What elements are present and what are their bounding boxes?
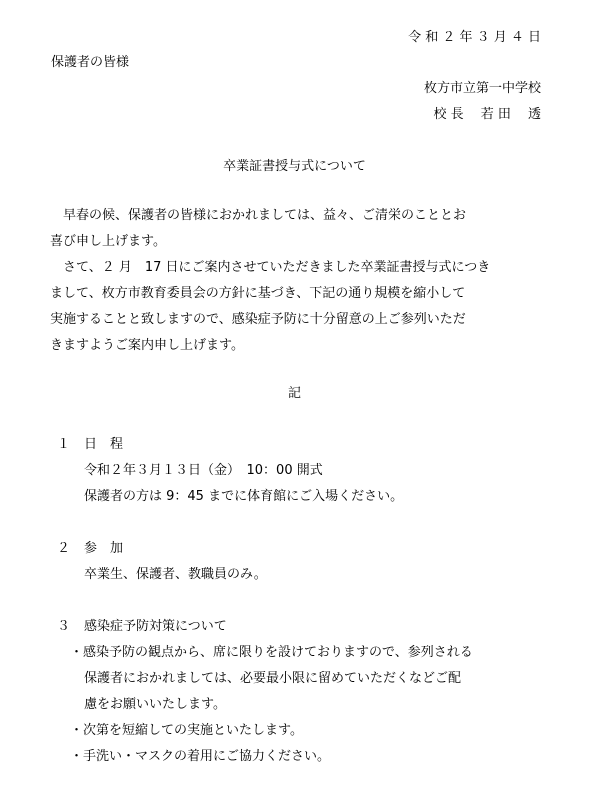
section-number: ２ (57, 541, 71, 556)
body-line: きますようご案内申し上げます。 (50, 338, 244, 353)
body-line: さて、２ 月 17 日にご案内させていただきました卒業証書授与式につき (50, 260, 491, 275)
section-number: １ (57, 437, 71, 452)
bullet-line: 保護者におかれましては、必要最小限に留めていただくなどご配 (84, 671, 462, 686)
schedule-line: 令和２年３月１３日（金） 10：00 開式 (84, 463, 323, 478)
bullet-line: 慮をお願いいたします。 (84, 697, 226, 712)
section-heading: 参 加 (84, 541, 124, 556)
section-number: ３ (57, 619, 71, 634)
body-line: 実施することと致しますので、感染症予防に十分留意の上ご参列いただ (50, 312, 466, 327)
document-date: 令 和 ２ 年 ３ 月 ４ 日 (408, 30, 541, 45)
principal-name: 校 長 若 田 透 (433, 107, 541, 122)
body-line: 喜び申し上げます。 (50, 234, 166, 249)
document-title: 卒業証書授与式について (223, 159, 366, 174)
bullet-line: ・手洗い・マスクの着用にご協力ください。 (70, 749, 331, 764)
bullet-line: ・次第を短縮しての実施といたします。 (70, 723, 303, 738)
ki-heading: 記 (287, 386, 301, 401)
body-text (50, 203, 548, 359)
schedule-line: 保護者の方は 9：45 までに体育館にご入場ください。 (84, 489, 404, 504)
participants-line: 卒業生、保護者、教職員のみ。 (84, 567, 267, 582)
addressee: 保護者の皆様 (51, 55, 130, 70)
body-line: 早春の候、保護者の皆様におかれましては、益々、ご清栄のこととお (50, 208, 467, 223)
section-heading: 感染症予防対策について (84, 619, 227, 634)
bullet-line: ・感染予防の観点から、席に限りを設けておりますので、参列される (70, 645, 473, 660)
section-heading: 日 程 (84, 437, 124, 452)
school-name: 枚方市立第一中学校 (423, 81, 541, 96)
body-line: まして、枚方市教育委員会の方針に基づき、下記の通り規模を縮小して (50, 286, 466, 301)
